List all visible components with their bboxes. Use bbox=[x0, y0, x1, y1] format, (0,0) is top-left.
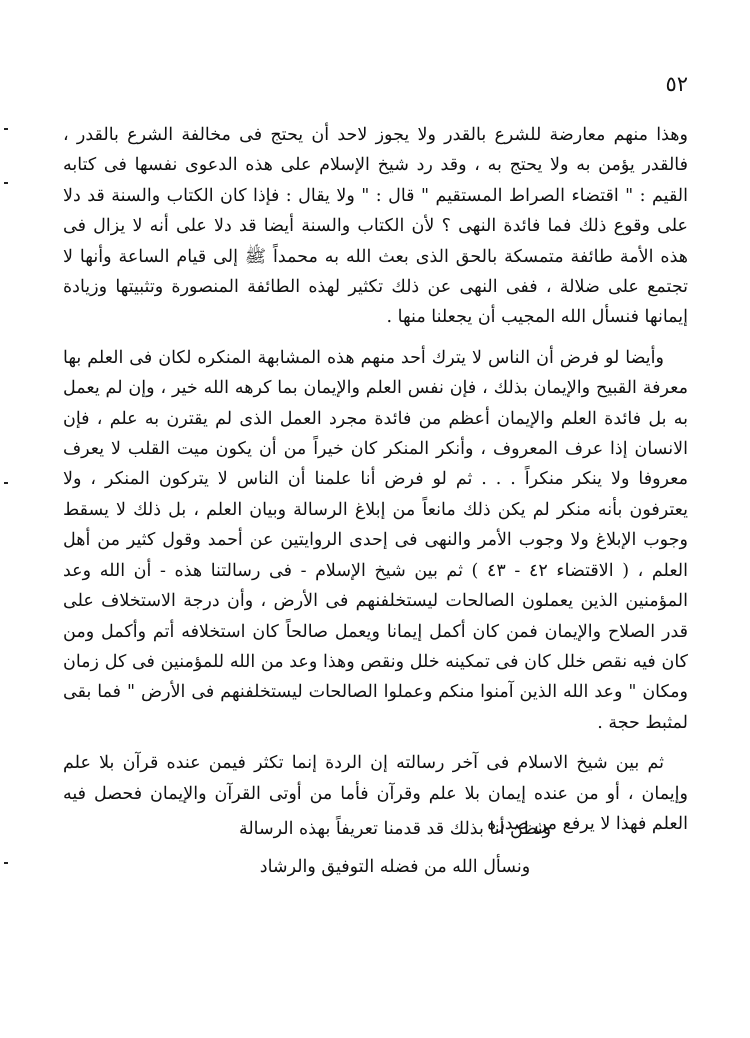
paragraph-2: وأيضا لو فرض أن الناس لا يترك أحد منهم هذه المشابهة المنكره لكان فى العلم بها معرفة القبيح والإيمان بذلك ، فإن نفس العلم والإيمان بما كرهه الله خير ، وإن لم يعمل به بل فائدة العلم والإيمان أعظم من فائدة مجرد العمل الذى لم يقترن به علم ، فإن الانسان إذا عرف المعروف ، وأنكر المنكر كان خيراً من أن يكون ميت القلب لا يعرف معروفا ولا ينكر منكراً . . . ثم لو فرض أنا علمنا أن الناس لا يتركون المنكر ، ولا يعترفون بأنه منكر لم يكن ذلك مانعاً من إبلاغ الرسالة وبيان العلم ، بل ذلك لا يسقط وجوب الإبلاغ ولا وجوب الأمر والنهى فى إحدى الروايتين عن أحمد وقول كثير من أهل العلم ، ( الاقتضاء ٤٢ - ٤٣ ) ثم بين شيخ الإسلام - فى رسالتنا هذه - أن الله وعد المؤمنين الذين يعملون الصالحات ليستخلفنهم فى الأرض ، وأن درجة الاستخلاف على قدر الصلاح والإيمان فمن كان أكمل إيمانا ويعمل صالحاً كان استخلافه أتم وأكمل ومن كان فيه نقص خلل كان فى تمكينه خلل ونقص وهذا وعد من الله للمؤمنين فى كل زمان ومكان " وعد الله الذين آمنوا منكم وعملوا الصالحات ليستخلفنهم فى الأرض " فما بقى لمثبط حجة . bbox=[63, 347, 688, 733]
margin-mark bbox=[4, 182, 8, 184]
margin-mark bbox=[4, 128, 8, 130]
paragraph-3: ثم بين شيخ الاسلام فى آخر رسالته إن الردة إنما تكثر فيمن عنده قرآن بلا علم وإيمان ، أو من عنده إيمان بلا علم وقرآن فأما من أوتى القرآن والإيمان فحصل فيه العلم فهذا لا يرفع من صدره bbox=[63, 753, 688, 834]
body-text bbox=[63, 120, 688, 839]
page-number: ٥٢ bbox=[665, 72, 688, 96]
margin-mark bbox=[4, 482, 8, 484]
closing-line-1: ونظن أنا بذلك قد قدمنا تعريفاً بهذه الرسالة bbox=[238, 819, 552, 839]
closing-lines bbox=[0, 810, 750, 886]
margin-mark bbox=[4, 862, 8, 864]
closing-line-2: ونسأل الله من فضله التوفيق والرشاد bbox=[259, 857, 531, 877]
paragraph-1: وهذا منهم معارضة للشرع بالقدر ولا يجوز لاحد أن يحتج فى مخالفة الشرع بالقدر ، فالقدر يؤمن به ولا يحتج به ، وقد رد شيخ الإسلام على هذه الدعوى نفسها فى كتابه القيم : " اقتضاء الصراط المستقيم " قال : " ولا يقال : فإذا كان الكتاب والسنة قد دلا على وقوع ذلك فما فائدة النهى ؟ لأن الكتاب والسنة أيضا قد دلا على أنه لا يزال فى هذه الأمة طائفة متمسكة بالحق الذى بعث الله به محمداً ﷺ إلى قيام الساعة وأنها لا تجتمع على ضلالة ، ففى النهى عن ذلك تكثير لهذه الطائفة المنصورة وتثبيتها وزيادة إيمانها فنسأل الله المجيب أن يجعلنا منها . bbox=[63, 125, 688, 328]
